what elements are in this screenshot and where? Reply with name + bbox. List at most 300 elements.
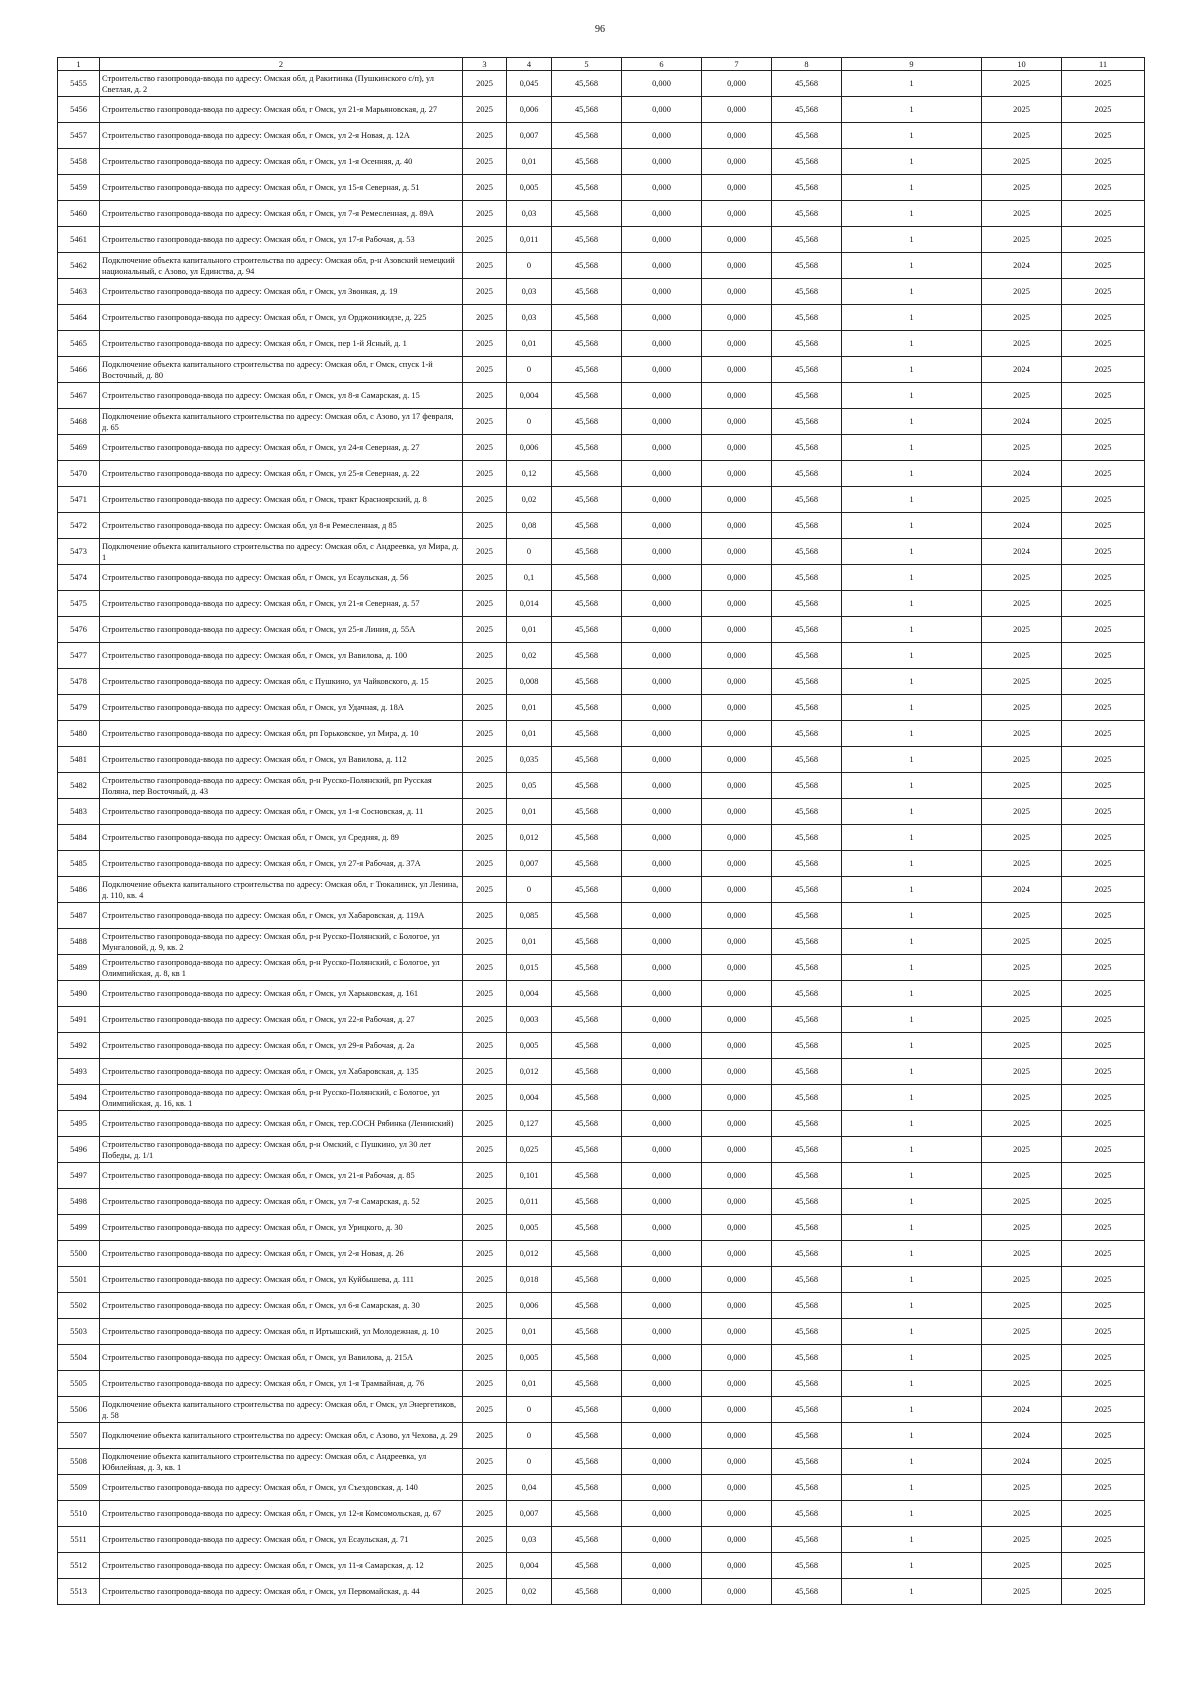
cost-cell: 45,568 — [552, 1189, 622, 1215]
start-year-cell: 2025 — [982, 1215, 1062, 1241]
count-cell: 1 — [842, 955, 982, 981]
cost-cell: 45,568 — [772, 97, 842, 123]
year-cell: 2025 — [463, 1579, 507, 1605]
cost-cell: 0,000 — [702, 175, 772, 201]
end-year-cell: 2025 — [1062, 1527, 1145, 1553]
start-year-cell: 2025 — [982, 1007, 1062, 1033]
length-cell: 0 — [507, 539, 552, 565]
end-year-cell: 2025 — [1062, 773, 1145, 799]
object-description: Строительство газопровода-ввода по адресу: Омская обл, г Омск, ул Вавилова, д. 100 — [100, 643, 463, 669]
cost-cell: 0,000 — [622, 643, 702, 669]
length-cell: 0,004 — [507, 1553, 552, 1579]
count-cell: 1 — [842, 669, 982, 695]
count-cell: 1 — [842, 409, 982, 435]
end-year-cell: 2025 — [1062, 409, 1145, 435]
cost-cell: 0,000 — [702, 409, 772, 435]
length-cell: 0,04 — [507, 1475, 552, 1501]
start-year-cell: 2025 — [982, 1579, 1062, 1605]
count-cell: 1 — [842, 1059, 982, 1085]
length-cell: 0,015 — [507, 955, 552, 981]
cost-cell: 0,000 — [622, 1449, 702, 1475]
count-cell: 1 — [842, 981, 982, 1007]
year-cell: 2025 — [463, 1449, 507, 1475]
cost-cell: 0,000 — [702, 513, 772, 539]
end-year-cell: 2025 — [1062, 227, 1145, 253]
end-year-cell: 2025 — [1062, 331, 1145, 357]
end-year-cell: 2025 — [1062, 643, 1145, 669]
cost-cell: 45,568 — [772, 747, 842, 773]
row-number: 5480 — [58, 721, 100, 747]
count-cell: 1 — [842, 383, 982, 409]
start-year-cell: 2025 — [982, 1293, 1062, 1319]
start-year-cell: 2025 — [982, 981, 1062, 1007]
count-cell: 1 — [842, 591, 982, 617]
cost-cell: 45,568 — [772, 773, 842, 799]
year-cell: 2025 — [463, 877, 507, 903]
end-year-cell: 2025 — [1062, 1111, 1145, 1137]
object-description: Строительство газопровода-ввода по адресу: Омская обл, г Омск, пер 1-й Ясный, д. 1 — [100, 331, 463, 357]
count-cell: 1 — [842, 1501, 982, 1527]
start-year-cell: 2025 — [982, 1059, 1062, 1085]
cost-cell: 45,568 — [552, 591, 622, 617]
length-cell: 0,004 — [507, 1085, 552, 1111]
end-year-cell: 2025 — [1062, 1163, 1145, 1189]
row-number: 5504 — [58, 1345, 100, 1371]
column-header: 8 — [772, 58, 842, 71]
cost-cell: 0,000 — [622, 565, 702, 591]
object-description: Строительство газопровода-ввода по адресу: Омская обл, р-н Русско-Полянский, рп Русская Поляна, пер Восточный, д. 43 — [100, 773, 463, 799]
cost-cell: 0,000 — [622, 1475, 702, 1501]
length-cell: 0,085 — [507, 903, 552, 929]
end-year-cell: 2025 — [1062, 71, 1145, 97]
cost-cell: 0,000 — [622, 1345, 702, 1371]
cost-cell: 45,568 — [772, 1137, 842, 1163]
cost-cell: 0,000 — [702, 1241, 772, 1267]
length-cell: 0,01 — [507, 1371, 552, 1397]
object-description: Подключение объекта капитального строительства по адресу: Омская обл, с Андреевка, ул Юбилейная, д. 3, кв. 1 — [100, 1449, 463, 1475]
length-cell: 0,012 — [507, 1241, 552, 1267]
cost-cell: 45,568 — [772, 903, 842, 929]
cost-cell: 45,568 — [552, 97, 622, 123]
start-year-cell: 2025 — [982, 1501, 1062, 1527]
year-cell: 2025 — [463, 1189, 507, 1215]
table-row — [58, 71, 1145, 97]
length-cell: 0,08 — [507, 513, 552, 539]
cost-cell: 45,568 — [772, 1319, 842, 1345]
cost-cell: 45,568 — [772, 1293, 842, 1319]
row-number: 5458 — [58, 149, 100, 175]
start-year-cell: 2025 — [982, 1111, 1062, 1137]
end-year-cell: 2025 — [1062, 1449, 1145, 1475]
year-cell: 2025 — [463, 695, 507, 721]
length-cell: 0 — [507, 1397, 552, 1423]
count-cell: 1 — [842, 71, 982, 97]
year-cell: 2025 — [463, 1215, 507, 1241]
year-cell: 2025 — [463, 669, 507, 695]
table-row — [58, 773, 1145, 799]
start-year-cell: 2025 — [982, 201, 1062, 227]
cost-cell: 0,000 — [622, 1241, 702, 1267]
start-year-cell: 2025 — [982, 331, 1062, 357]
row-number: 5494 — [58, 1085, 100, 1111]
end-year-cell: 2025 — [1062, 1059, 1145, 1085]
count-cell: 1 — [842, 1423, 982, 1449]
cost-cell: 0,000 — [622, 1371, 702, 1397]
cost-cell: 45,568 — [552, 955, 622, 981]
length-cell: 0,005 — [507, 175, 552, 201]
year-cell: 2025 — [463, 227, 507, 253]
object-description: Строительство газопровода-ввода по адресу: Омская обл, ул 8-я Ремесленная, д 85 — [100, 513, 463, 539]
cost-cell: 45,568 — [772, 123, 842, 149]
cost-cell: 0,000 — [702, 461, 772, 487]
start-year-cell: 2025 — [982, 1527, 1062, 1553]
cost-cell: 0,000 — [702, 1137, 772, 1163]
year-cell: 2025 — [463, 1267, 507, 1293]
cost-cell: 0,000 — [622, 669, 702, 695]
year-cell: 2025 — [463, 799, 507, 825]
row-number: 5476 — [58, 617, 100, 643]
object-description: Строительство газопровода-ввода по адресу: Омская обл, р-н Русско-Полянский, с Бологое, ул Олимпийская, д. 8, кв 1 — [100, 955, 463, 981]
table-row — [58, 279, 1145, 305]
cost-cell: 0,000 — [622, 617, 702, 643]
cost-cell: 0,000 — [622, 201, 702, 227]
cost-cell: 0,000 — [702, 71, 772, 97]
object-description: Строительство газопровода-ввода по адресу: Омская обл, г Омск, ул 21-я Рабочая, д. 85 — [100, 1163, 463, 1189]
cost-cell: 0,000 — [702, 227, 772, 253]
cost-cell: 45,568 — [552, 357, 622, 383]
cost-cell: 45,568 — [772, 929, 842, 955]
row-number: 5465 — [58, 331, 100, 357]
end-year-cell: 2025 — [1062, 877, 1145, 903]
row-number: 5459 — [58, 175, 100, 201]
cost-cell: 0,000 — [702, 1527, 772, 1553]
table-row — [58, 175, 1145, 201]
row-number: 5492 — [58, 1033, 100, 1059]
length-cell: 0,007 — [507, 851, 552, 877]
cost-cell: 45,568 — [552, 695, 622, 721]
start-year-cell: 2024 — [982, 357, 1062, 383]
cost-cell: 0,000 — [622, 1293, 702, 1319]
object-description: Строительство газопровода-ввода по адресу: Омская обл, г Омск, ул Орджоникидзе, д. 225 — [100, 305, 463, 331]
year-cell: 2025 — [463, 981, 507, 1007]
start-year-cell: 2024 — [982, 1423, 1062, 1449]
table-row — [58, 851, 1145, 877]
cost-cell: 0,000 — [702, 1553, 772, 1579]
cost-cell: 0,000 — [702, 617, 772, 643]
table-row — [58, 513, 1145, 539]
end-year-cell: 2025 — [1062, 617, 1145, 643]
length-cell: 0,03 — [507, 1527, 552, 1553]
length-cell: 0,01 — [507, 331, 552, 357]
count-cell: 1 — [842, 1397, 982, 1423]
count-cell: 1 — [842, 825, 982, 851]
table-row — [58, 617, 1145, 643]
cost-cell: 45,568 — [552, 1527, 622, 1553]
column-header: 7 — [702, 58, 772, 71]
start-year-cell: 2025 — [982, 149, 1062, 175]
cost-cell: 0,000 — [702, 1059, 772, 1085]
cost-cell: 45,568 — [772, 1371, 842, 1397]
cost-cell: 45,568 — [772, 201, 842, 227]
cost-cell: 45,568 — [552, 1579, 622, 1605]
count-cell: 1 — [842, 1475, 982, 1501]
row-number: 5489 — [58, 955, 100, 981]
cost-cell: 45,568 — [552, 1475, 622, 1501]
table-row — [58, 1293, 1145, 1319]
cost-cell: 0,000 — [702, 851, 772, 877]
count-cell: 1 — [842, 721, 982, 747]
object-description: Строительство газопровода-ввода по адресу: Омская обл, г Омск, ул 27-я Рабочая, д. 37А — [100, 851, 463, 877]
cost-cell: 0,000 — [702, 1475, 772, 1501]
length-cell: 0,127 — [507, 1111, 552, 1137]
cost-cell: 45,568 — [552, 929, 622, 955]
cost-cell: 0,000 — [622, 539, 702, 565]
object-description: Строительство газопровода-ввода по адресу: Омская обл, г Омск, ул Вавилова, д. 215А — [100, 1345, 463, 1371]
row-number: 5484 — [58, 825, 100, 851]
table-row — [58, 487, 1145, 513]
object-description: Подключение объекта капитального строительства по адресу: Омская обл, г Тюкалинск, ул Ленина, д. 110, кв. 4 — [100, 877, 463, 903]
year-cell: 2025 — [463, 435, 507, 461]
cost-cell: 0,000 — [702, 1111, 772, 1137]
end-year-cell: 2025 — [1062, 1267, 1145, 1293]
year-cell: 2025 — [463, 487, 507, 513]
end-year-cell: 2025 — [1062, 435, 1145, 461]
cost-cell: 0,000 — [702, 357, 772, 383]
count-cell: 1 — [842, 123, 982, 149]
end-year-cell: 2025 — [1062, 929, 1145, 955]
object-description: Подключение объекта капитального строительства по адресу: Омская обл, с Азово, ул 17 февраля, д. 65 — [100, 409, 463, 435]
object-description: Строительство газопровода-ввода по адресу: Омская обл, с Пушкино, ул Чайковского, д. 15 — [100, 669, 463, 695]
length-cell: 0 — [507, 1423, 552, 1449]
cost-cell: 45,568 — [552, 175, 622, 201]
count-cell: 1 — [842, 1293, 982, 1319]
row-number: 5481 — [58, 747, 100, 773]
cost-cell: 0,000 — [702, 747, 772, 773]
count-cell: 1 — [842, 617, 982, 643]
cost-cell: 0,000 — [702, 1293, 772, 1319]
cost-cell: 0,000 — [622, 1397, 702, 1423]
year-cell: 2025 — [463, 1475, 507, 1501]
cost-cell: 0,000 — [702, 435, 772, 461]
count-cell: 1 — [842, 1137, 982, 1163]
cost-cell: 45,568 — [552, 877, 622, 903]
count-cell: 1 — [842, 903, 982, 929]
row-number: 5478 — [58, 669, 100, 695]
cost-cell: 45,568 — [552, 851, 622, 877]
cost-cell: 0,000 — [622, 695, 702, 721]
object-description: Строительство газопровода-ввода по адресу: Омская обл, г Омск, ул Первомайская, д. 44 — [100, 1579, 463, 1605]
start-year-cell: 2025 — [982, 175, 1062, 201]
cost-cell: 0,000 — [622, 1215, 702, 1241]
year-cell: 2025 — [463, 1423, 507, 1449]
cost-cell: 0,000 — [702, 1033, 772, 1059]
cost-cell: 0,000 — [702, 565, 772, 591]
year-cell: 2025 — [463, 1137, 507, 1163]
cost-cell: 0,000 — [702, 331, 772, 357]
cost-cell: 45,568 — [552, 331, 622, 357]
row-number: 5464 — [58, 305, 100, 331]
cost-cell: 45,568 — [772, 825, 842, 851]
cost-cell: 45,568 — [772, 1579, 842, 1605]
object-description: Строительство газопровода-ввода по адресу: Омская обл, г Омск, ул 1-я Осенняя, д. 40 — [100, 149, 463, 175]
length-cell: 0,003 — [507, 1007, 552, 1033]
start-year-cell: 2024 — [982, 1397, 1062, 1423]
cost-cell: 45,568 — [772, 1475, 842, 1501]
object-description: Подключение объекта капитального строительства по адресу: Омская обл, с Азово, ул Чехова, д. 29 — [100, 1423, 463, 1449]
count-cell: 1 — [842, 1111, 982, 1137]
year-cell: 2025 — [463, 1163, 507, 1189]
length-cell: 0,005 — [507, 1345, 552, 1371]
year-cell: 2025 — [463, 1033, 507, 1059]
cost-cell: 45,568 — [772, 305, 842, 331]
cost-cell: 45,568 — [552, 1501, 622, 1527]
cost-cell: 0,000 — [702, 929, 772, 955]
table-row — [58, 253, 1145, 279]
cost-cell: 0,000 — [622, 487, 702, 513]
cost-cell: 45,568 — [552, 773, 622, 799]
count-cell: 1 — [842, 1553, 982, 1579]
cost-cell: 45,568 — [772, 1189, 842, 1215]
cost-cell: 45,568 — [552, 1085, 622, 1111]
cost-cell: 0,000 — [702, 1579, 772, 1605]
object-description: Строительство газопровода-ввода по адресу: Омская обл, г Омск, ул 17-я Рабочая, д. 53 — [100, 227, 463, 253]
year-cell: 2025 — [463, 591, 507, 617]
cost-cell: 45,568 — [772, 539, 842, 565]
object-description: Строительство газопровода-ввода по адресу: Омская обл, г Омск, ул 7-я Самарская, д. 52 — [100, 1189, 463, 1215]
cost-cell: 45,568 — [772, 1241, 842, 1267]
start-year-cell: 2025 — [982, 591, 1062, 617]
year-cell: 2025 — [463, 1293, 507, 1319]
cost-cell: 45,568 — [772, 1501, 842, 1527]
row-number: 5508 — [58, 1449, 100, 1475]
count-cell: 1 — [842, 1189, 982, 1215]
cost-cell: 0,000 — [702, 253, 772, 279]
cost-cell: 45,568 — [552, 669, 622, 695]
cost-cell: 0,000 — [702, 305, 772, 331]
start-year-cell: 2025 — [982, 435, 1062, 461]
data-table — [57, 57, 1145, 1605]
table-row — [58, 1475, 1145, 1501]
cost-cell: 0,000 — [622, 1267, 702, 1293]
object-description: Строительство газопровода-ввода по адресу: Омская обл, г Омск, ул Средняя, д. 89 — [100, 825, 463, 851]
cost-cell: 45,568 — [772, 357, 842, 383]
end-year-cell: 2025 — [1062, 1501, 1145, 1527]
year-cell: 2025 — [463, 175, 507, 201]
cost-cell: 45,568 — [772, 1397, 842, 1423]
cost-cell: 0,000 — [702, 1449, 772, 1475]
cost-cell: 45,568 — [552, 123, 622, 149]
cost-cell: 45,568 — [552, 487, 622, 513]
row-number: 5499 — [58, 1215, 100, 1241]
length-cell: 0,01 — [507, 149, 552, 175]
start-year-cell: 2025 — [982, 1319, 1062, 1345]
cost-cell: 45,568 — [772, 513, 842, 539]
cost-cell: 0,000 — [622, 825, 702, 851]
length-cell: 0,02 — [507, 643, 552, 669]
object-description: Строительство газопровода-ввода по адресу: Омская обл, г Омск, ул Хабаровская, д. 119А — [100, 903, 463, 929]
object-description: Подключение объекта капитального строительства по адресу: Омская обл, г Омск, спуск 1-й Восточный, д. 80 — [100, 357, 463, 383]
row-number: 5498 — [58, 1189, 100, 1215]
cost-cell: 45,568 — [772, 227, 842, 253]
cost-cell: 0,000 — [622, 357, 702, 383]
year-cell: 2025 — [463, 357, 507, 383]
row-number: 5505 — [58, 1371, 100, 1397]
year-cell: 2025 — [463, 149, 507, 175]
cost-cell: 0,000 — [702, 383, 772, 409]
length-cell: 0,02 — [507, 487, 552, 513]
start-year-cell: 2025 — [982, 1189, 1062, 1215]
cost-cell: 45,568 — [552, 747, 622, 773]
row-number: 5457 — [58, 123, 100, 149]
start-year-cell: 2025 — [982, 487, 1062, 513]
length-cell: 0,03 — [507, 305, 552, 331]
table-row — [58, 1163, 1145, 1189]
cost-cell: 45,568 — [552, 1319, 622, 1345]
cost-cell: 45,568 — [552, 1423, 622, 1449]
end-year-cell: 2025 — [1062, 461, 1145, 487]
cost-cell: 0,000 — [622, 877, 702, 903]
length-cell: 0,012 — [507, 825, 552, 851]
length-cell: 0,01 — [507, 721, 552, 747]
end-year-cell: 2025 — [1062, 851, 1145, 877]
length-cell: 0,011 — [507, 1189, 552, 1215]
cost-cell: 45,568 — [552, 1345, 622, 1371]
cost-cell: 0,000 — [622, 71, 702, 97]
cost-cell: 0,000 — [702, 279, 772, 305]
row-number: 5509 — [58, 1475, 100, 1501]
cost-cell: 0,000 — [622, 747, 702, 773]
year-cell: 2025 — [463, 461, 507, 487]
object-description: Строительство газопровода-ввода по адресу: Омская обл, г Омск, ул 25-я Линия, д. 55А — [100, 617, 463, 643]
table-row — [58, 1059, 1145, 1085]
count-cell: 1 — [842, 1267, 982, 1293]
table-row — [58, 123, 1145, 149]
row-number: 5495 — [58, 1111, 100, 1137]
column-header: 11 — [1062, 58, 1145, 71]
cost-cell: 45,568 — [772, 643, 842, 669]
table-row — [58, 1319, 1145, 1345]
table-row — [58, 591, 1145, 617]
count-cell: 1 — [842, 695, 982, 721]
cost-cell: 45,568 — [772, 565, 842, 591]
start-year-cell: 2025 — [982, 773, 1062, 799]
start-year-cell: 2025 — [982, 123, 1062, 149]
cost-cell: 45,568 — [552, 1553, 622, 1579]
table-row — [58, 1501, 1145, 1527]
cost-cell: 45,568 — [772, 799, 842, 825]
length-cell: 0,018 — [507, 1267, 552, 1293]
row-number: 5500 — [58, 1241, 100, 1267]
table-row — [58, 955, 1145, 981]
cost-cell: 45,568 — [772, 1085, 842, 1111]
cost-cell: 0,000 — [702, 149, 772, 175]
column-header: 6 — [622, 58, 702, 71]
row-number: 5475 — [58, 591, 100, 617]
end-year-cell: 2025 — [1062, 97, 1145, 123]
cost-cell: 45,568 — [772, 383, 842, 409]
object-description: Строительство газопровода-ввода по адресу: Омская обл, р-н Русско-Полянский, с Бологое, ул Мунгаловой, д. 9, кв. 2 — [100, 929, 463, 955]
cost-cell: 0,000 — [702, 1319, 772, 1345]
cost-cell: 0,000 — [622, 955, 702, 981]
count-cell: 1 — [842, 487, 982, 513]
cost-cell: 45,568 — [772, 981, 842, 1007]
count-cell: 1 — [842, 1371, 982, 1397]
table-row — [58, 1449, 1145, 1475]
length-cell: 0 — [507, 357, 552, 383]
end-year-cell: 2025 — [1062, 825, 1145, 851]
table-row — [58, 1345, 1145, 1371]
count-cell: 1 — [842, 799, 982, 825]
